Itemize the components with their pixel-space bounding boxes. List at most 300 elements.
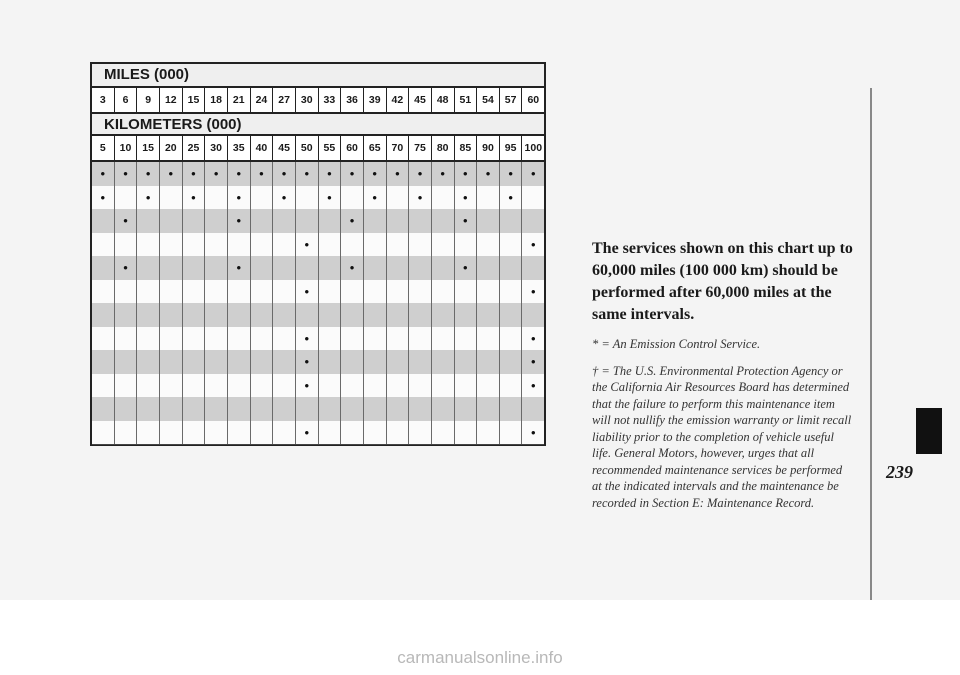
service-cell (409, 350, 432, 374)
service-cell (477, 209, 500, 233)
service-cell (160, 327, 183, 351)
service-cell (477, 350, 500, 374)
service-cell (522, 280, 544, 304)
service-cell (522, 233, 544, 257)
miles-value: 12 (160, 88, 183, 112)
km-value: 15 (137, 136, 160, 160)
service-cell (319, 209, 342, 233)
service-due-bullet: • (531, 236, 536, 252)
service-cell (183, 280, 206, 304)
miles-value: 33 (319, 88, 342, 112)
service-cell (477, 397, 500, 421)
service-cell (115, 162, 138, 186)
service-cell (183, 421, 206, 445)
miles-value: 30 (296, 88, 319, 112)
service-cell (137, 209, 160, 233)
site-watermark: carmanualsonline.info (397, 648, 563, 667)
service-cell (160, 233, 183, 257)
km-value: 75 (409, 136, 432, 160)
service-cell (409, 186, 432, 210)
service-cell (409, 421, 432, 445)
service-cell (115, 421, 138, 445)
miles-value: 42 (387, 88, 410, 112)
service-cell (273, 233, 296, 257)
service-due-bullet: • (145, 189, 151, 205)
service-cell (137, 350, 160, 374)
km-value: 55 (319, 136, 342, 160)
service-cell (455, 303, 478, 327)
services-interval-note: The services shown on this chart up to 60,000 miles (100 000 km) should be performed after 60,000 miles at the same intervals. (592, 240, 853, 323)
service-cell (319, 162, 342, 186)
service-due-bullet: • (236, 166, 242, 182)
service-cell (137, 280, 160, 304)
service-cell (205, 421, 228, 445)
service-cell (92, 421, 115, 445)
service-cell (251, 209, 274, 233)
service-cell (183, 186, 206, 210)
service-due-bullet: • (145, 166, 151, 182)
service-cell (477, 280, 500, 304)
miles-value: 60 (527, 94, 540, 106)
miles-interval-row (92, 88, 544, 114)
service-cell (183, 209, 206, 233)
miles-value: 39 (364, 88, 387, 112)
miles-value: 36 (341, 88, 364, 112)
service-cell (205, 256, 228, 280)
service-cell (455, 350, 478, 374)
service-cell (183, 350, 206, 374)
service-due-bullet: • (191, 166, 196, 182)
service-row (92, 374, 544, 399)
service-cell (205, 162, 228, 186)
service-cell (273, 162, 296, 186)
service-cell (455, 421, 478, 445)
service-cell (387, 350, 410, 374)
service-cell (341, 280, 364, 304)
service-cell (273, 303, 296, 327)
service-cell (251, 162, 274, 186)
service-cell (522, 374, 544, 398)
km-value: 65 (364, 136, 387, 160)
service-cell (92, 233, 115, 257)
service-cell (92, 374, 115, 398)
service-cell (251, 397, 274, 421)
service-due-bullet: • (508, 189, 513, 205)
service-cell (477, 421, 500, 445)
service-cell (115, 209, 138, 233)
service-due-bullet: • (327, 189, 332, 205)
service-cell (160, 421, 183, 445)
service-due-bullet: • (304, 354, 310, 370)
service-cell (228, 186, 251, 210)
chart-notes (592, 238, 854, 511)
service-due-bullet: • (168, 166, 174, 182)
service-cell (160, 397, 183, 421)
service-cell (409, 233, 432, 257)
service-cell (387, 256, 410, 280)
service-cell (319, 374, 342, 398)
service-cell (500, 350, 523, 374)
service-cell (296, 256, 319, 280)
service-cell (228, 303, 251, 327)
service-cell (228, 421, 251, 445)
service-cell (228, 350, 251, 374)
service-due-bullet: • (100, 189, 106, 205)
service-cell (341, 374, 364, 398)
service-cell (500, 209, 523, 233)
service-cell (522, 256, 544, 280)
service-cell (341, 209, 364, 233)
service-cell (455, 186, 478, 210)
service-cell (455, 256, 478, 280)
service-row (92, 397, 544, 422)
kilometers-header: KILOMETERS (000) (92, 114, 544, 136)
service-cell (432, 256, 455, 280)
service-due-bullet: • (531, 354, 536, 370)
service-cell (364, 209, 387, 233)
service-cell (273, 397, 296, 421)
service-cell (432, 162, 455, 186)
service-cell (115, 397, 138, 421)
service-due-bullet: • (281, 189, 287, 205)
service-cell (251, 350, 274, 374)
km-value: 95 (500, 136, 523, 160)
service-due-bullet: • (349, 166, 355, 182)
km-value: 80 (432, 136, 455, 160)
service-cell (364, 162, 387, 186)
service-due-bullet: • (191, 189, 196, 205)
service-cell (160, 374, 183, 398)
service-due-bullet: • (213, 166, 219, 182)
service-due-bullet: • (123, 260, 128, 276)
service-cell (364, 397, 387, 421)
service-cell (319, 233, 342, 257)
service-cell (228, 374, 251, 398)
service-cell (115, 233, 138, 257)
service-due-bullet: • (417, 189, 423, 205)
service-cell (273, 256, 296, 280)
service-cell (522, 397, 544, 421)
maintenance-schedule-chart (90, 62, 546, 446)
service-cell (319, 397, 342, 421)
epa-footnote: † = The U.S. Environmental Protection Agency or the California Air Resources Board has determined that the failure to perform this maintenance item will not nullify the emission warranty or limit recall liability prior to the completion of vehicle useful life. General Motors, however, urges that all recommended maintenance services be performed at the indicated intervals and the maintenance be recorded in Section E: Maintenance Record. (592, 363, 852, 510)
km-value: 50 (296, 136, 319, 160)
service-cell (341, 350, 364, 374)
service-cell (228, 162, 251, 186)
service-cell (522, 350, 544, 374)
service-cell (364, 280, 387, 304)
service-row (92, 209, 544, 234)
service-cell (205, 303, 228, 327)
miles-value: 18 (205, 88, 228, 112)
service-cell (183, 397, 206, 421)
service-due-bullet: • (485, 166, 491, 182)
service-due-bullet: • (236, 260, 242, 276)
service-cell (477, 256, 500, 280)
service-cell (296, 162, 319, 186)
service-cell (500, 233, 523, 257)
service-cell (432, 421, 455, 445)
service-cell (273, 280, 296, 304)
km-value: 90 (477, 136, 500, 160)
service-cell (364, 233, 387, 257)
service-due-bullet: • (531, 283, 536, 299)
service-due-bullet: • (304, 236, 310, 252)
service-cell (364, 256, 387, 280)
service-cell (205, 374, 228, 398)
miles-value: 3 (92, 88, 115, 112)
service-due-bullet: • (327, 166, 332, 182)
service-cell (432, 350, 455, 374)
service-cell (387, 186, 410, 210)
service-cell (115, 186, 138, 210)
service-cell (296, 327, 319, 351)
service-cell (341, 421, 364, 445)
service-cell (296, 350, 319, 374)
service-row (92, 256, 544, 281)
service-cell (409, 374, 432, 398)
service-cell (183, 233, 206, 257)
miles-value: 45 (409, 88, 432, 112)
service-cell (341, 397, 364, 421)
service-cell (137, 421, 160, 445)
service-cell (432, 186, 455, 210)
page-number: 239 (886, 462, 913, 482)
service-cell (137, 374, 160, 398)
service-cell (500, 327, 523, 351)
service-due-bullet: • (304, 377, 310, 393)
service-cell (115, 280, 138, 304)
service-due-bullet: • (531, 166, 536, 182)
service-row (92, 233, 544, 258)
miles-value: 48 (432, 88, 455, 112)
service-due-bullet: • (463, 166, 468, 182)
service-cell (183, 327, 206, 351)
service-cell (455, 162, 478, 186)
service-row (92, 350, 544, 375)
service-cell (137, 186, 160, 210)
service-cell (387, 209, 410, 233)
service-due-bullet: • (349, 213, 355, 229)
service-due-bullet: • (123, 213, 128, 229)
service-cell (251, 421, 274, 445)
service-due-bullet: • (531, 330, 536, 346)
service-cell (92, 327, 115, 351)
miles-value: 24 (251, 88, 274, 112)
service-cell (364, 374, 387, 398)
service-cell (500, 162, 523, 186)
service-row (92, 186, 544, 211)
service-cell (432, 374, 455, 398)
service-due-bullet: • (304, 283, 310, 299)
service-cell (92, 256, 115, 280)
service-cell (455, 397, 478, 421)
service-cell (409, 162, 432, 186)
service-cell (341, 303, 364, 327)
service-cell (296, 280, 319, 304)
service-cell (296, 397, 319, 421)
service-cell (296, 233, 319, 257)
miles-value: 21 (228, 88, 251, 112)
service-cell (205, 327, 228, 351)
service-cell (273, 350, 296, 374)
service-cell (477, 162, 500, 186)
service-cell (115, 256, 138, 280)
service-due-bullet: • (417, 166, 423, 182)
service-cell (455, 327, 478, 351)
service-cell (160, 186, 183, 210)
service-cell (364, 350, 387, 374)
service-cell (115, 350, 138, 374)
service-cell (387, 421, 410, 445)
service-cell (251, 327, 274, 351)
service-cell (160, 162, 183, 186)
km-value: 5 (92, 136, 115, 160)
km-value: 10 (115, 136, 138, 160)
service-cell (296, 421, 319, 445)
service-cell (409, 397, 432, 421)
service-cell (432, 280, 455, 304)
service-cell (522, 209, 544, 233)
service-cell (296, 209, 319, 233)
service-cell (251, 233, 274, 257)
service-cell (387, 233, 410, 257)
service-cell (319, 186, 342, 210)
service-cell (115, 374, 138, 398)
service-cell (251, 256, 274, 280)
service-cell (205, 397, 228, 421)
service-cell (387, 374, 410, 398)
service-due-bullet: • (372, 189, 377, 205)
service-cell (522, 303, 544, 327)
service-cell (205, 233, 228, 257)
service-cell (273, 186, 296, 210)
service-due-bullet: • (395, 166, 400, 182)
service-cell (341, 256, 364, 280)
service-cell (455, 209, 478, 233)
service-cell (409, 256, 432, 280)
service-cell (183, 162, 206, 186)
service-cell (251, 303, 274, 327)
service-cell (251, 280, 274, 304)
km-value: 100 (524, 142, 543, 154)
service-cell (522, 186, 544, 210)
service-cell (228, 256, 251, 280)
service-row (92, 303, 544, 328)
service-cell (477, 327, 500, 351)
km-value: 60 (341, 136, 364, 160)
service-cell (115, 303, 138, 327)
service-cell (92, 350, 115, 374)
service-cell (432, 397, 455, 421)
service-cell (228, 280, 251, 304)
miles-value: 51 (455, 88, 478, 112)
service-row (92, 280, 544, 305)
service-cell (387, 303, 410, 327)
service-cell (92, 209, 115, 233)
km-value: 30 (205, 136, 228, 160)
service-cell (296, 303, 319, 327)
service-cell (160, 256, 183, 280)
service-due-bullet: • (531, 377, 536, 393)
miles-value: 6 (115, 88, 138, 112)
service-cell (319, 303, 342, 327)
service-cell (455, 374, 478, 398)
service-cell (341, 327, 364, 351)
service-cell (409, 303, 432, 327)
service-cell (477, 374, 500, 398)
service-cell (273, 327, 296, 351)
service-cell (522, 327, 544, 351)
service-cell (319, 280, 342, 304)
service-cell (92, 397, 115, 421)
service-cell (137, 327, 160, 351)
service-cell (183, 374, 206, 398)
service-cell (205, 186, 228, 210)
service-due-bullet: • (304, 166, 310, 182)
km-value: 85 (455, 136, 478, 160)
service-cell (409, 209, 432, 233)
km-value: 40 (251, 136, 274, 160)
service-cell (319, 256, 342, 280)
service-cell (296, 186, 319, 210)
service-cell (205, 209, 228, 233)
service-cell (500, 256, 523, 280)
service-cell (183, 256, 206, 280)
service-cell (409, 327, 432, 351)
kilometers-interval-row (92, 136, 544, 162)
service-cell (432, 327, 455, 351)
service-cell (432, 209, 455, 233)
km-value: 70 (387, 136, 410, 160)
service-cell (137, 233, 160, 257)
service-cell (341, 233, 364, 257)
service-due-bullet: • (440, 166, 445, 182)
service-cell (228, 397, 251, 421)
service-due-bullet: • (304, 424, 310, 440)
service-cell (273, 421, 296, 445)
km-value: 35 (228, 136, 251, 160)
service-cell (251, 374, 274, 398)
service-due-bullet: • (259, 166, 264, 182)
service-cell (115, 327, 138, 351)
service-cell (500, 280, 523, 304)
service-cell (455, 233, 478, 257)
service-cell (522, 162, 544, 186)
service-cell (432, 303, 455, 327)
km-value: 25 (183, 136, 206, 160)
km-value: 20 (160, 136, 183, 160)
service-cell (387, 280, 410, 304)
service-cell (92, 162, 115, 186)
service-cell (364, 303, 387, 327)
service-due-bullet: • (372, 166, 377, 182)
service-cell (500, 303, 523, 327)
service-cell (477, 233, 500, 257)
service-cell (92, 303, 115, 327)
service-cell (364, 327, 387, 351)
service-cell (160, 280, 183, 304)
service-cell (205, 280, 228, 304)
service-cell (160, 303, 183, 327)
service-cell (273, 374, 296, 398)
service-due-bullet: • (508, 166, 513, 182)
service-cell (160, 350, 183, 374)
service-cell (341, 186, 364, 210)
service-cell (137, 256, 160, 280)
service-cell (387, 397, 410, 421)
service-cell (205, 350, 228, 374)
